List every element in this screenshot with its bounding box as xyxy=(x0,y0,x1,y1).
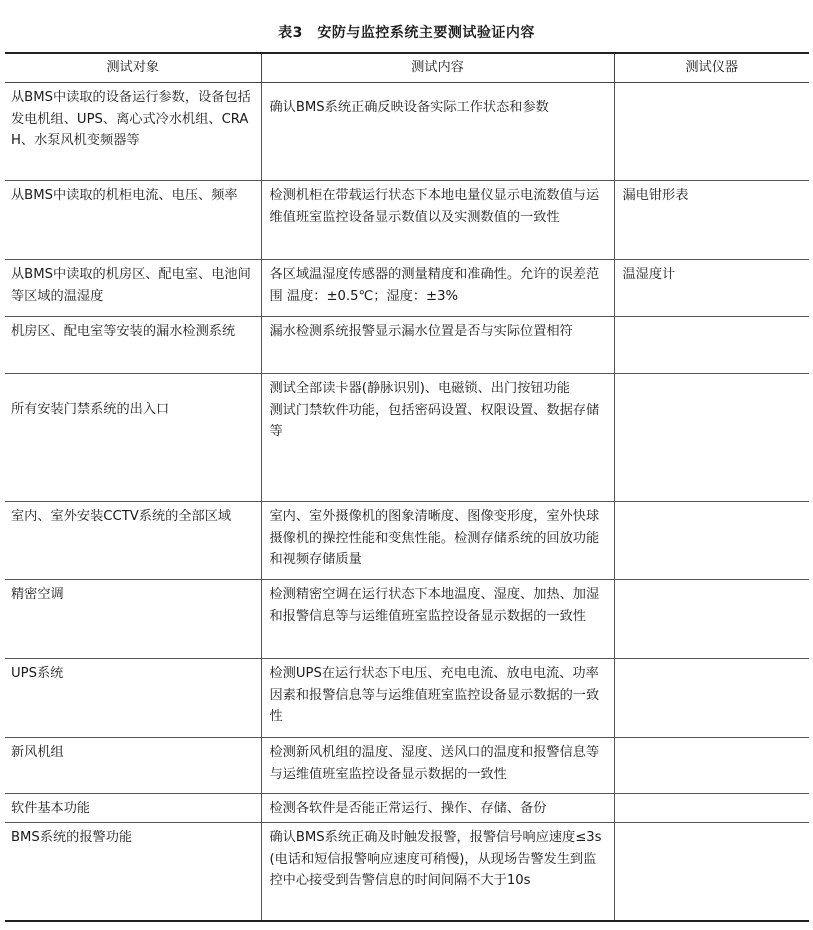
cell-content: 室内、室外摄像机的图象清晰度、图像变形度，室外快球摄像机的操控性能和变焦性能。检测存储系统的回放功能和视频存储质量 xyxy=(261,502,614,580)
cell-object: 从BMS中读取的设备运行参数，设备包括发电机组、UPS、离心式冷水机组、CRAH、水泵风机变频器等 xyxy=(5,83,261,181)
table-header-row xyxy=(5,53,809,83)
header-test-instrument: 测试仪器 xyxy=(614,53,809,83)
cell-instrument: 漏电钳形表 xyxy=(614,181,809,260)
cell-object: 室内、室外安装CCTV系统的全部区域 xyxy=(5,502,261,580)
header-test-content: 测试内容 xyxy=(261,53,614,83)
cell-object: 机房区、配电室等安装的漏水检测系统 xyxy=(5,317,261,374)
cell-instrument xyxy=(614,794,809,823)
cell-content: 各区域温湿度传感器的测量精度和准确性。允许的误差范围 温度：±0.5℃；湿度：±3% xyxy=(261,260,614,317)
cell-object: 从BMS中读取的机柜电流、电压、频率 xyxy=(5,181,261,260)
cell-instrument: 温湿度计 xyxy=(614,260,809,317)
table-row xyxy=(5,374,809,502)
test-table xyxy=(5,52,809,922)
cell-content: 确认BMS系统正确反映设备实际工作状态和参数 xyxy=(261,83,614,181)
cell-content: 检测UPS在运行状态下电压、充电电流、放电电流、功率因素和报警信息等与运维值班室监控设备显示数据的一致性 xyxy=(261,659,614,738)
table-row xyxy=(5,738,809,794)
cell-instrument xyxy=(614,317,809,374)
cell-content: 检测机柜在带载运行状态下本地电量仪显示电流数值与运维值班室监控设备显示数值以及实测数值的一致性 xyxy=(261,181,614,260)
table-row xyxy=(5,317,809,374)
cell-object: 软件基本功能 xyxy=(5,794,261,823)
table-row xyxy=(5,83,809,181)
table-row xyxy=(5,659,809,738)
cell-instrument xyxy=(614,738,809,794)
cell-instrument xyxy=(614,83,809,181)
cell-object: BMS系统的报警功能 xyxy=(5,823,261,921)
cell-content: 测试全部读卡器(静脉识别)、电磁锁、出门按钮功能 测试门禁软件功能，包括密码设置、权限设置、数据存储等 xyxy=(261,374,614,502)
cell-content: 检测精密空调在运行状态下本地温度、湿度、加热、加湿和报警信息等与运维值班室监控设备显示数据的一致性 xyxy=(261,580,614,659)
cell-object: 新风机组 xyxy=(5,738,261,794)
cell-instrument xyxy=(614,659,809,738)
table-row xyxy=(5,502,809,580)
cell-object: 所有安装门禁系统的出入口 xyxy=(5,374,261,502)
cell-content: 检测新风机组的温度、湿度、送风口的温度和报警信息等与运维值班室监控设备显示数据的一致性 xyxy=(261,738,614,794)
cell-content: 漏水检测系统报警显示漏水位置是否与实际位置相符 xyxy=(261,317,614,374)
table-row xyxy=(5,580,809,659)
cell-object: 精密空调 xyxy=(5,580,261,659)
table-caption: 表3 安防与监控系统主要测试验证内容 xyxy=(278,25,535,41)
cell-instrument xyxy=(614,580,809,659)
cell-object: UPS系统 xyxy=(5,659,261,738)
table-row xyxy=(5,794,809,823)
table-row xyxy=(5,260,809,317)
cell-object: 从BMS中读取的机房区、配电室、电池间等区域的温湿度 xyxy=(5,260,261,317)
cell-content: 检测各软件是否能正常运行、操作、存储、备份 xyxy=(261,794,614,823)
cell-instrument xyxy=(614,823,809,921)
table-row xyxy=(5,823,809,921)
cell-instrument xyxy=(614,374,809,502)
table-row xyxy=(5,181,809,260)
cell-content: 确认BMS系统正确及时触发报警，报警信号响应速度≤3s(电话和短信报警响应速度可稍慢)，从现场告警发生到监控中心接受到告警信息的时间间隔不大于10s xyxy=(261,823,614,921)
cell-instrument xyxy=(614,502,809,580)
header-test-object: 测试对象 xyxy=(5,53,261,83)
